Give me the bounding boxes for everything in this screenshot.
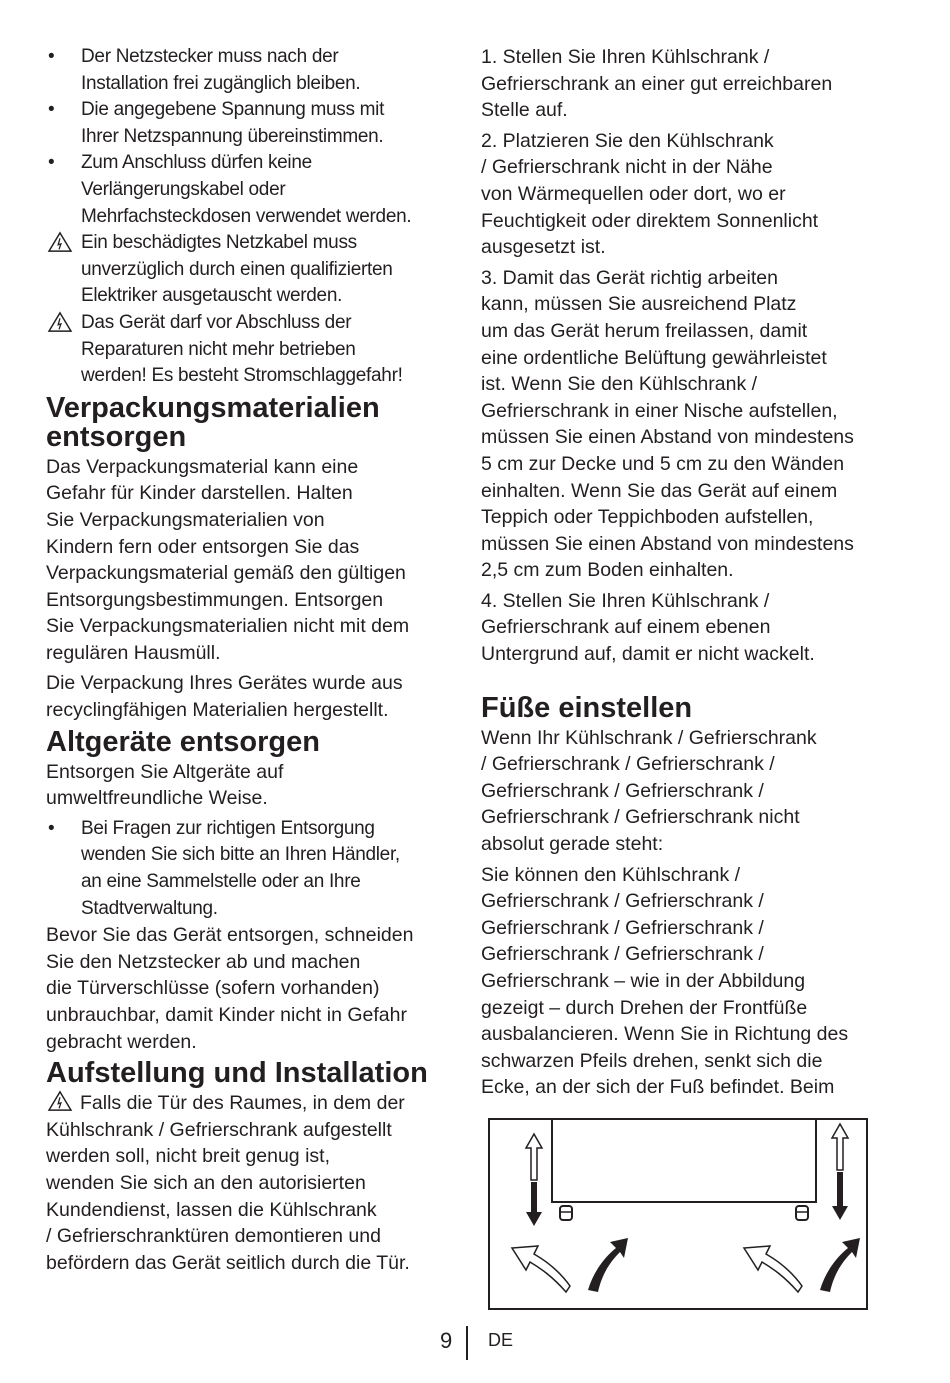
old-devices-bullet	[46, 816, 448, 922]
heading-old-devices-disposal	[46, 725, 448, 758]
warning-triangle-icon	[46, 1090, 74, 1112]
text-line: Elektriker ausgetauscht werden.	[81, 285, 343, 307]
text-line: von Wärmequellen oder dort, wo er	[481, 182, 786, 205]
bullet-item	[46, 97, 448, 150]
text-line: unverzüglich durch einen qualifizierten	[81, 258, 393, 280]
text-line: Verpackungsmaterialien	[46, 391, 380, 424]
old-devices-paragraph-1	[46, 759, 448, 812]
text-line: Kühlschrank / Gefrierschrank aufgestellt	[46, 1118, 392, 1141]
bullet-dot: •	[48, 99, 55, 121]
text-line: einhalten. Wenn Sie das Gerät auf einem	[481, 479, 838, 502]
text-line: Entsorgungsbestimmungen. Entsorgen	[46, 588, 384, 611]
feet-paragraph-2	[481, 862, 901, 1101]
text-line: / Gefrierschranktüren demontieren und	[46, 1225, 381, 1248]
old-devices-paragraph-2	[46, 922, 448, 1055]
text-line: 5 cm zur Decke und 5 cm zu den Wänden	[481, 452, 845, 475]
installation-step	[481, 588, 901, 668]
text-line: / Gefrierschrank nicht in der Nähe	[481, 156, 773, 179]
heading-installation	[46, 1059, 448, 1088]
installation-step	[481, 128, 901, 261]
feet-paragraph-1	[481, 725, 901, 858]
text-line: um das Gerät herum freilassen, damit	[481, 319, 808, 342]
text-line: an eine Sammelstelle oder an Ihre	[81, 871, 361, 893]
left-column	[46, 44, 448, 1280]
text-line: Stelle auf.	[481, 99, 568, 122]
text-line: Die Verpackung Ihres Gerätes wurde aus	[46, 672, 403, 695]
text-line: Gefrierschrank / Gefrierschrank /	[481, 943, 764, 966]
heading-adjust-feet	[481, 691, 901, 724]
text-line: Füße einstellen	[481, 691, 693, 724]
text-line: befördern das Gerät seitlich durch die Tür.	[46, 1251, 410, 1274]
text-line: müssen Sie einen Abstand von mindestens	[481, 426, 854, 449]
text-line: Die angegebene Spannung muss mit	[81, 99, 385, 121]
text-line: Installation frei zugänglich bleiben.	[81, 72, 361, 94]
text-line: schwarzen Pfeils drehen, senkt sich die	[481, 1049, 823, 1072]
text-line: umweltfreundliche Weise.	[46, 787, 268, 810]
text-line: Stadtverwaltung.	[81, 897, 218, 919]
text-line: Sie können den Kühlschrank /	[481, 863, 741, 886]
text-line: Altgeräte entsorgen	[46, 725, 320, 758]
text-line: Kundendienst, lassen die Kühlschrank	[46, 1198, 377, 1221]
text-line: 2. Platzieren Sie den Kühlschrank	[481, 129, 774, 152]
text-line: Gefrierschrank / Gefrierschrank /	[481, 890, 764, 913]
text-line: Zum Anschluss dürfen keine	[81, 152, 312, 174]
text-line: Reparaturen nicht mehr betrieben	[81, 338, 356, 360]
text-line: 1. Stellen Sie Ihren Kühlschrank /	[481, 46, 770, 68]
text-line: Gefrierschrank / Gefrierschrank /	[481, 779, 764, 802]
footer-separator	[466, 1326, 468, 1360]
text-line: Gefrierschrank – wie in der Abbildung	[481, 970, 806, 992]
fridge-feet-diagram	[490, 1120, 866, 1308]
text-line: Gefrierschrank an einer gut erreichbaren	[481, 72, 833, 95]
text-line: unbrauchbar, damit Kinder nicht in Gefahr	[46, 1004, 407, 1026]
text-line	[46, 1090, 448, 1117]
text-line: Sie den Netzstecker ab und machen	[46, 950, 361, 973]
text-line: Gefahr für Kinder darstellen. Halten	[46, 482, 353, 505]
text-line: Ein beschädigtes Netzkabel muss	[81, 232, 357, 254]
text-line: ausbalancieren. Wenn Sie in Richtung des	[481, 1023, 849, 1046]
safety-bullet-list	[46, 44, 448, 390]
text-line: kann, müssen Sie ausreichend Platz	[481, 293, 797, 316]
text-line: 4. Stellen Sie Ihren Kühlschrank /	[481, 589, 770, 612]
installation-step	[481, 265, 901, 584]
text-line: Ihrer Netzspannung übereinstimmen.	[81, 125, 384, 147]
fridge-body	[552, 1120, 816, 1202]
text-line: wenden Sie sich bitte an Ihren Händler,	[81, 844, 400, 866]
page-number: 9	[440, 1328, 453, 1353]
warning-triangle-icon	[46, 311, 76, 342]
text-line: Gefrierschrank / Gefrierschrank nicht	[481, 806, 800, 829]
text-line: werden! Es besteht Stromschlaggefahr!	[81, 365, 403, 387]
text-line: Sie Verpackungsmaterialien von	[46, 508, 325, 531]
text-line: Verlängerungskabel oder	[81, 178, 286, 200]
warning-item	[46, 230, 448, 310]
text-line: Das Gerät darf vor Abschluss der	[81, 311, 352, 333]
language-code: DE	[488, 1330, 514, 1350]
bullet-dot: •	[48, 46, 55, 67]
text-line: gebracht werden.	[46, 1030, 197, 1053]
left-rotate-clockwise-icon	[588, 1238, 628, 1292]
left-foot-icon	[560, 1206, 572, 1220]
installation-steps	[481, 44, 901, 668]
text-line: Bei Fragen zur richtigen Entsorgung	[81, 817, 375, 839]
text-line: Das Verpackungsmaterial kann eine	[46, 455, 359, 478]
text-line: Gefrierschrank in einer Nische aufstellen,	[481, 399, 838, 422]
text-line: 3. Damit das Gerät richtig arbeiten	[481, 266, 778, 289]
left-rotate-counterclockwise-icon	[512, 1246, 570, 1292]
text-line: / Gefrierschrank / Gefrierschrank /	[481, 753, 775, 776]
text-line: Der Netzstecker muss nach der	[81, 46, 339, 67]
right-column	[481, 44, 901, 1105]
text-line: entsorgen	[46, 420, 187, 453]
packaging-paragraph-2	[46, 670, 448, 723]
packaging-paragraph-1	[46, 454, 448, 667]
right-foot-icon	[796, 1206, 808, 1220]
text-line: Entsorgen Sie Altgeräte auf	[46, 760, 284, 783]
text-line: Gefrierschrank / Gefrierschrank /	[481, 916, 764, 939]
text-line: recyclingfähigen Materialien hergestellt.	[46, 699, 389, 722]
page-footer	[0, 1326, 950, 1362]
text-line: Mehrfachsteckdosen verwendet werden.	[81, 205, 412, 227]
text-line: Verpackungsmaterial gemäß den gültigen	[46, 562, 406, 585]
text-line: Ecke, an der sich der Fuß befindet. Beim	[481, 1076, 835, 1099]
text-line: werden soll, nicht breit genug ist,	[46, 1145, 330, 1168]
text-line: Kindern fern oder entsorgen Sie das	[46, 535, 360, 558]
feet-adjustment-illustration	[488, 1118, 868, 1310]
text-line: Feuchtigkeit oder direktem Sonnenlicht	[481, 209, 819, 232]
left-height-arrows-icon	[526, 1134, 542, 1226]
text-line: müssen Sie einen Abstand von mindestens	[481, 532, 854, 555]
installation-step	[481, 44, 901, 124]
text-line: absolut gerade steht:	[481, 833, 664, 856]
right-rotate-counterclockwise-icon	[744, 1246, 802, 1292]
text-line: wenden Sie sich an den autorisierten	[46, 1171, 366, 1194]
right-rotate-clockwise-icon	[820, 1238, 860, 1292]
right-height-arrows-icon	[832, 1124, 848, 1220]
text-line: Falls die Tür des Raumes, in dem der	[80, 1092, 405, 1115]
bullet-item	[46, 150, 448, 230]
text-line: regulären Hausmüll.	[46, 641, 221, 664]
text-line: eine ordentliche Belüftung gewährleistet	[481, 346, 827, 369]
bullet-item	[46, 44, 448, 97]
text-line: Gefrierschrank auf einem ebenen	[481, 616, 771, 639]
text-line: Untergrund auf, damit er nicht wackelt.	[481, 643, 815, 666]
text-line: 2,5 cm zum Boden einhalten.	[481, 559, 734, 582]
text-line: Teppich oder Teppichboden aufstellen,	[481, 506, 814, 529]
text-line: Aufstellung und Installation	[46, 1057, 428, 1090]
text-line: ausgesetzt ist.	[481, 236, 606, 259]
text-line: ist. Wenn Sie den Kühlschrank /	[481, 373, 758, 396]
text-line: gezeigt – durch Drehen der Frontfüße	[481, 996, 808, 1019]
text-line: Bevor Sie das Gerät entsorgen, schneiden	[46, 924, 414, 947]
text-line: Sie Verpackungsmaterialien nicht mit dem	[46, 615, 410, 638]
warning-item	[46, 310, 448, 390]
installation-paragraph	[46, 1090, 448, 1276]
heading-packaging-disposal	[46, 391, 448, 453]
warning-triangle-icon	[46, 231, 76, 262]
text-line: die Türverschlüsse (sofern vorhanden)	[46, 977, 380, 1000]
bullet-dot: •	[48, 817, 55, 839]
bullet-dot: •	[48, 152, 55, 174]
text-line: Wenn Ihr Kühlschrank / Gefrierschrank	[481, 726, 817, 749]
